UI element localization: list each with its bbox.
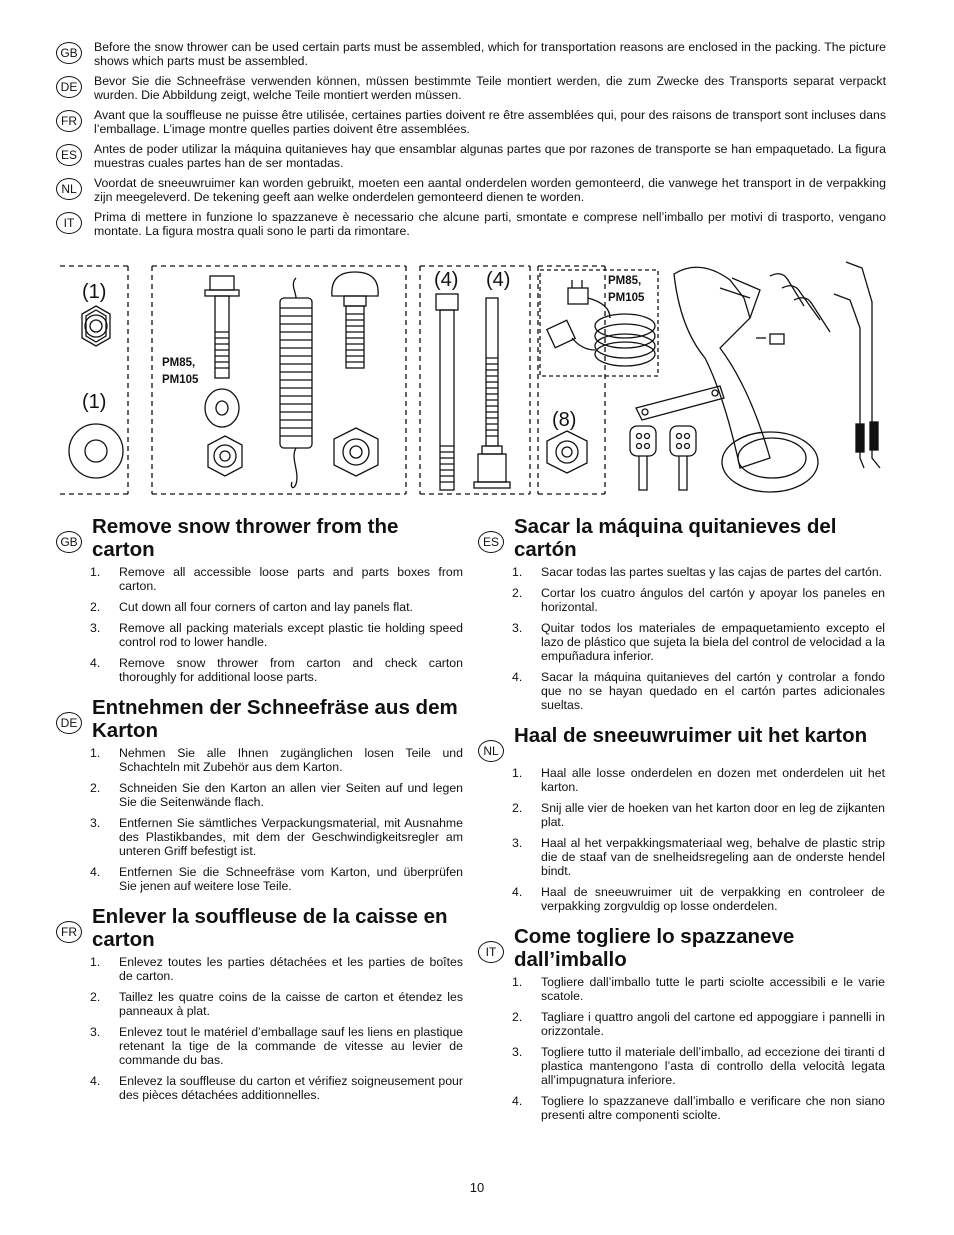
language-badge: NL	[56, 178, 82, 200]
step-number: 4.	[90, 656, 101, 670]
section-header	[56, 905, 466, 951]
step-number: 2.	[90, 781, 101, 795]
long-bolt-icon	[436, 294, 458, 490]
steps-list	[56, 746, 466, 893]
qty-label: (1)	[82, 281, 107, 303]
step-text: Haal de sneeuwruimer uit de verpakking en controleer de verpakking zorgvuldig op losse onderdelen.	[541, 885, 885, 913]
section-title: Entnehmen der Schneefräse aus dem Karton	[92, 696, 458, 742]
step-text: Enlevez la souffleuse du carton et vérifiez soigneusement pour des pièces détachées additionnelles.	[119, 1074, 463, 1102]
intro-text: Bevor Sie die Schneefräse verwenden können, müssen bestimmte Teile montiert werden, die zum Zwecke des Transports separat verpackt wurden. Die Abbildung zeigt, welche Teile montiert werden müssen.	[94, 74, 886, 102]
list-item	[56, 600, 466, 614]
step-number: 2.	[512, 801, 523, 815]
list-item	[56, 865, 466, 893]
step-number: 3.	[90, 621, 101, 635]
step-number: 3.	[90, 816, 101, 830]
step-number: 4.	[512, 670, 523, 684]
step-text: Nehmen Sie alle Ihnen zugänglichen losen Teile und Schachteln mit Zubehör aus dem Karton.	[119, 746, 463, 774]
list-item	[56, 955, 466, 983]
step-text: Remove snow thrower from carton and check carton thoroughly for additional loose parts.	[119, 656, 463, 684]
qty-label: (4)	[486, 269, 511, 291]
key-icon	[670, 426, 696, 490]
list-item	[478, 670, 888, 712]
language-badge: GB	[56, 42, 82, 64]
language-badge: IT	[478, 941, 504, 963]
page-number: 10	[469, 1180, 485, 1195]
intro-it	[56, 210, 888, 238]
list-item	[56, 656, 466, 684]
intro-text: Avant que la souffleuse ne puisse être utilisée, certaines parties doivent re être assemblées qui, pour des raisons de transport sont incluses dans l’emballage. L’image montre quelles parties doivent être assemblées.	[94, 108, 886, 136]
qty-label: (4)	[434, 269, 459, 291]
step-text: Tagliare i quattro angoli del cartone ed appoggiare i pannelli in orizzontale.	[541, 1010, 885, 1038]
list-item	[478, 586, 888, 614]
lock-nut-icon	[547, 431, 587, 473]
step-number: 2.	[90, 600, 101, 614]
steps-list	[56, 565, 466, 684]
language-badge: GB	[56, 531, 82, 553]
section-title: Haal de sneeuwruimer uit het karton	[514, 724, 868, 747]
step-number: 4.	[512, 885, 523, 899]
list-item	[478, 621, 888, 663]
list-item	[478, 565, 888, 579]
step-number: 3.	[512, 836, 523, 850]
parts-illustration	[60, 258, 896, 498]
model-label: PM85,	[608, 275, 642, 287]
washer-icon	[69, 424, 123, 478]
intro-fr	[56, 108, 888, 136]
discharge-chute-icon	[674, 267, 818, 492]
flange-long-bolt-icon	[474, 298, 510, 488]
section-title: Remove snow thrower from the carton	[92, 515, 399, 561]
list-item	[56, 565, 466, 593]
washer-icon	[205, 389, 239, 427]
list-item	[56, 816, 466, 858]
section-title: Sacar la máquina quitanieves del cartón	[514, 515, 837, 561]
step-number: 2.	[512, 1010, 523, 1024]
step-text: Haal al het verpakkingsmateriaal weg, behalve de plastic strip die de staaf van de snelheidsregeling aan de onderste hendel bindt.	[541, 836, 885, 878]
intro-text: Voordat de sneeuwruimer kan worden gebruikt, moeten een aantal onderdelen worden gemonteerd, die vanwege het transport in de verpakking zijn meegeleverd. De tekening geeft aan welke onderdelen gemonteerd dienen te worden.	[94, 176, 886, 204]
section-es	[478, 515, 888, 712]
step-text: Entfernen Sie sämtliches Verpackungsmaterial, mit Ausnahme des Plastikbandes, mit dem der Geschwindigkeitsregler am unteren Griff befestigt ist.	[119, 816, 463, 858]
language-badge: DE	[56, 76, 82, 98]
step-text: Togliere dall’imballo tutte le parti sciolte accessibili e le varie scatole.	[541, 975, 885, 1003]
section-nl	[478, 724, 888, 913]
lock-nut-icon	[334, 428, 378, 476]
step-number: 4.	[512, 1094, 523, 1108]
section-header	[478, 724, 888, 762]
step-text: Enlevez tout le matériel d’emballage sauf les liens en plastique retenant la tige de la commande de vitesse au levier de commande du bas.	[119, 1025, 463, 1067]
list-item	[478, 1045, 888, 1087]
section-fr	[56, 905, 466, 1102]
language-badge: IT	[56, 212, 82, 234]
list-item	[478, 975, 888, 1003]
carriage-bolt-icon	[332, 272, 378, 368]
intro-block	[56, 40, 888, 244]
step-text: Sacar todas las partes sueltas y las cajas de partes del cartón.	[541, 565, 883, 579]
section-de	[56, 696, 466, 893]
bracket-plate-icon	[636, 386, 724, 420]
language-badge: ES	[56, 144, 82, 166]
list-item	[56, 746, 466, 774]
step-text: Enlevez toutes les parties détachées et les parties de boîtes de carton.	[119, 955, 463, 983]
left-column	[56, 515, 466, 1114]
intro-text: Antes de poder utilizar la máquina quitanieves hay que ensamblar algunas partes que por razones de transporte se han empaquetado. La figura muestras cuales partes han de ser montadas.	[94, 142, 886, 170]
parts-drawing	[60, 258, 896, 498]
step-number: 1.	[90, 565, 101, 579]
step-number: 2.	[512, 586, 523, 600]
language-badge: ES	[478, 531, 504, 553]
steps-list	[56, 955, 466, 1102]
list-item	[56, 1074, 466, 1102]
step-number: 3.	[512, 621, 523, 635]
step-number: 1.	[512, 565, 523, 579]
model-label: PM85,	[162, 357, 196, 369]
list-item	[56, 781, 466, 809]
list-item	[478, 1094, 888, 1122]
model-label: PM105	[608, 292, 645, 304]
qty-label: (8)	[552, 409, 577, 431]
step-number: 3.	[512, 1045, 523, 1059]
steps-list	[478, 565, 888, 712]
step-text: Cortar los cuatro ángulos del cartón y apoyar los paneles en horizontal.	[541, 586, 885, 614]
step-number: 3.	[90, 1025, 101, 1039]
right-column	[478, 515, 888, 1134]
list-item	[478, 1010, 888, 1038]
step-text: Schneiden Sie den Karton an allen vier Seiten auf und legen Sie die Seitenwände flach.	[119, 781, 463, 809]
intro-text: Prima di mettere in funzione lo spazzaneve è necessario che alcune parti, smontate e comprese nell’imballo per motivi di trasporto, vengano montate. La figura mostra quali sono le parti da rimontare.	[94, 210, 886, 238]
list-item	[478, 885, 888, 913]
step-number: 1.	[512, 766, 523, 780]
spring-icon	[280, 278, 312, 488]
section-title: Come togliere lo spazzaneve dall’imballo	[514, 925, 795, 971]
steps-list	[478, 766, 888, 913]
section-it	[478, 925, 888, 1122]
list-item	[478, 766, 888, 794]
step-number: 1.	[90, 955, 101, 969]
step-text: Remove all accessible loose parts and parts boxes from carton.	[119, 565, 463, 593]
step-text: Quitar todos los materiales de empaquetamiento excepto el lazo de plástico que sujeta la biela del control de velocidad a la empuñadura inferior.	[541, 621, 885, 663]
step-number: 1.	[90, 746, 101, 760]
list-item	[478, 836, 888, 878]
steps-list	[478, 975, 888, 1122]
section-header	[478, 515, 888, 561]
step-text: Sacar la máquina quitanieves del cartón y controlar a fondo que no se hayan quedado en el cartón partes adicionales sueltas.	[541, 670, 885, 712]
intro-de	[56, 74, 888, 102]
flange-bolt-icon	[205, 276, 239, 378]
section-gb	[56, 515, 466, 684]
step-text: Taillez les quatre coins de la caisse de carton et étendez les panneaux à plat.	[119, 990, 463, 1018]
intro-es	[56, 142, 888, 170]
list-item	[56, 990, 466, 1018]
model-label: PM105	[162, 374, 199, 386]
intro-text: Before the snow thrower can be used certain parts must be assembled, which for transportation reasons are enclosed in the packing. The picture shows which parts must be assembled.	[94, 40, 886, 68]
section-title: Enlever la souffleuse de la caisse en carton	[92, 905, 448, 951]
lock-nut-icon	[208, 436, 242, 476]
step-number: 4.	[90, 1074, 101, 1088]
step-number: 4.	[90, 865, 101, 879]
section-header	[56, 515, 466, 561]
qty-label: (1)	[82, 391, 107, 413]
step-text: Haal alle losse onderdelen en dozen met onderdelen uit het karton.	[541, 766, 885, 794]
step-text: Snij alle vier de hoeken van het karton door en leg de zijkanten plat.	[541, 801, 885, 829]
intro-gb	[56, 40, 888, 68]
hex-nut-icon	[82, 306, 110, 346]
step-number: 1.	[512, 975, 523, 989]
key-icon	[630, 426, 656, 490]
step-text: Togliere lo spazzaneve dall’imballo e verificare che non siano presenti altre componenti sciolte.	[541, 1094, 885, 1122]
list-item	[56, 1025, 466, 1067]
step-text: Entfernen Sie die Schneefräse vom Karton, und überprüfen Sie jenen auf weitere lose Teile.	[119, 865, 463, 893]
intro-nl	[56, 176, 888, 204]
step-text: Remove all packing materials except plastic tie holding speed control rod to lower handle.	[119, 621, 463, 649]
clip-pin-icon	[770, 274, 830, 332]
list-item	[478, 801, 888, 829]
language-badge: FR	[56, 110, 82, 132]
list-item	[56, 621, 466, 649]
section-header	[478, 925, 888, 971]
step-text: Togliere tutto il materiale dell’imballo, ad eccezione dei tiranti d plastica mantengono l’asta di controllo della velocità legata all’impugnatura inferiore.	[541, 1045, 885, 1087]
language-badge: NL	[478, 740, 504, 762]
language-badge: FR	[56, 921, 82, 943]
step-text: Cut down all four corners of carton and lay panels flat.	[119, 600, 413, 614]
step-number: 2.	[90, 990, 101, 1004]
language-badge: DE	[56, 712, 82, 734]
control-rod-icon	[834, 262, 880, 468]
section-header	[56, 696, 466, 742]
